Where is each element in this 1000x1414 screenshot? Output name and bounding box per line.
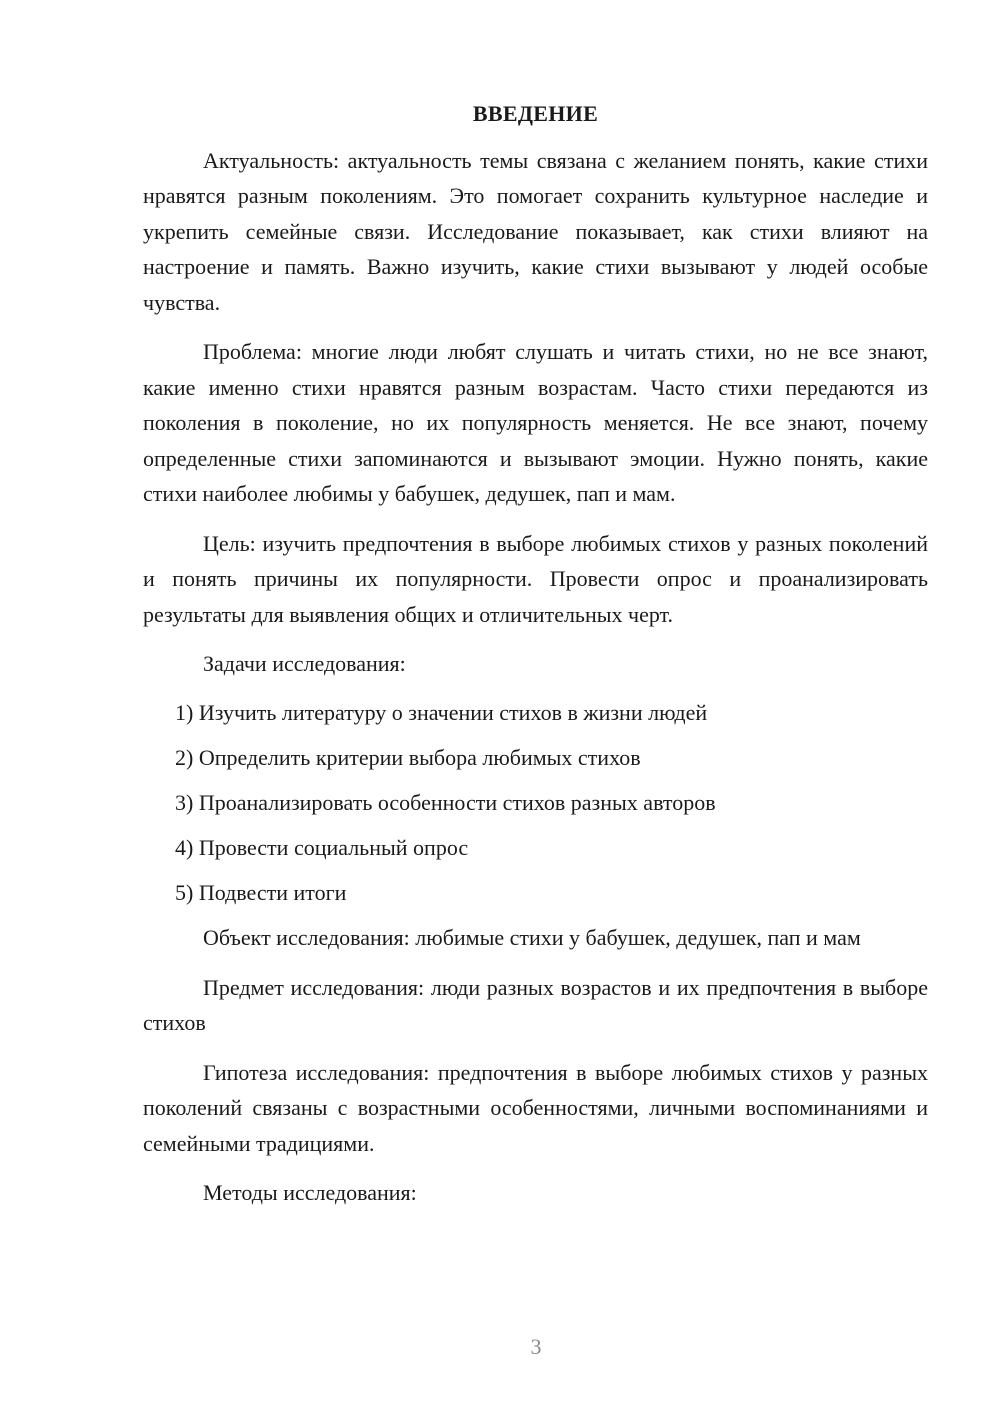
problem-paragraph: Проблема: многие люди любят слушать и читать стихи, но не все знают, какие именно стихи нравятся разным возрастам. Часто стихи передаются из поколения в поколение, но их популярность меняется. Не все знают, почему определенные стихи запоминаются и вызывают эмоции. Нужно понять, какие стихи наиболее любимы у бабушек, дедушек, пап и мам. bbox=[143, 339, 928, 506]
list-item: 4) Провести социальный опрос bbox=[175, 834, 469, 860]
list-item: 2) Определить критерии выбора любимых стихов bbox=[175, 744, 641, 770]
methods-heading: Методы исследования: bbox=[203, 1180, 417, 1205]
tasks-list bbox=[143, 695, 928, 911]
subject-paragraph: Предмет исследования: люди разных возрастов и их предпочтения в выборе стихов bbox=[143, 974, 928, 1035]
list-item: 1) Изучить литературу о значении стихов в жизни людей bbox=[175, 699, 708, 725]
goal-paragraph: Цель: изучить предпочтения в выборе любимых стихов у разных поколений и понять причины их популярности. Провести опрос и проанализировать результаты для выявления общих и отличительных черт. bbox=[143, 530, 928, 627]
object-paragraph: Объект исследования: любимые стихи у бабушек, дедушек, пап и мам bbox=[203, 925, 861, 950]
relevance-paragraph: Актуальность: актуальность темы связана с желанием понять, какие стихи нравятся разным поколениям. Это помогает сохранить культурное наследие и укрепить семейные связи. Исследование показывает, как стихи влияют на настроение и память. Важно изучить, какие стихи вызывают у людей особые чувства. bbox=[143, 147, 928, 315]
tasks-heading: Задачи исследования: bbox=[203, 651, 406, 676]
hypothesis-paragraph: Гипотеза исследования: предпочтения в выборе любимых стихов у разных поколений связаны с возрастными особенностями, личными воспоминаниями и семейными традициями. bbox=[143, 1059, 928, 1156]
list-item: 3) Проанализировать особенности стихов разных авторов bbox=[175, 789, 716, 815]
list-item: 5) Подвести итоги bbox=[175, 879, 347, 905]
page-content bbox=[143, 96, 928, 1224]
page-number: 3 bbox=[530, 1334, 542, 1359]
section-title: ВВЕДЕНИЕ bbox=[472, 101, 599, 126]
